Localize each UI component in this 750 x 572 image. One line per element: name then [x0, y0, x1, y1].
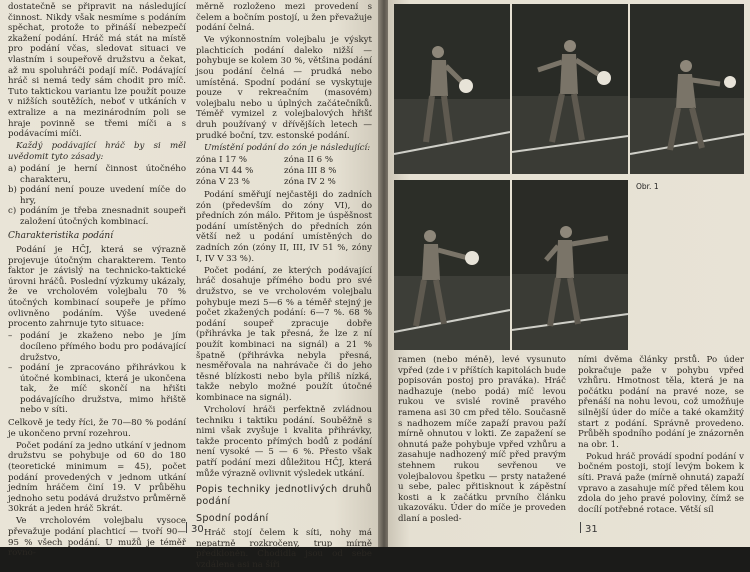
zones-lead: Umístění podání do zón je následující: [204, 142, 371, 153]
paragraph: Hráč stojí čelem k síti, nohy má nepatrně rozkročeny, trup mírně předkloněn. Chodidla jsou od sebe vzdálena asi na šíři [196, 528, 372, 570]
zone-entry: zóna V 23 % [196, 176, 250, 187]
serve-photo-3 [630, 4, 744, 174]
list-item: a) podání je herní činnost útočného charakteru, [8, 163, 186, 185]
paragraph: Počet podání, ze kterých podávající hráč dosahuje přímého bodu pro své družstvo, se ve vrcholovém volejbalu pohybuje mezi 5—6 % a téměř stejný je počet zkažených podání: 6—7 %. 68 % podání soupeř zpracuje dobře (přihrávka je tak přesná, že lze z ní použít kombinaci na signál) a 21 % špatně (přihrávka nebyla přesná, nesměřovala na nahrávače či do jeho těsné blízkosti nebo byla příliš nízká, takže nebylo možné použít útočné kombinace na signál). [196, 265, 372, 403]
paragraph: Podání je HČJ, která se výrazně projevuje útočným charakterem. Tento faktor je závislý na technicko-taktické úrovni hráčů. Poslední výzkumy ukázaly, že ve vrcholovém volejbalu 70 % útočných kombinací soupeře je přímo ovlivněno podáním. Výše uvedené procento zahrnuje tyto situace: [8, 245, 186, 330]
left-column-2 [196, 2, 372, 572]
situations-list [8, 331, 186, 416]
zone-entry: zóna I 17 % [196, 155, 248, 166]
serve-photo-5 [512, 180, 628, 350]
paragraph: Vrcholoví hráči perfektně zvládnou techniku i taktiku podání. Souběžně s nimi však zvyšuje i kvalita přihrávky, takže procento přímých bodů z podání není vysoké — 5 — 6 %. Přesto však patří podání mezi důležitou HČJ, která může výrazně ovlivnit výsledek utkání. [196, 404, 372, 479]
paragraph: Ve výkonnostním volejbalu je výskyt plachticích podání daleko nižší — pohybuje se kolem 30 %, většina podání jsou podání čelná — prudká nebo umístěná. Spodní podání se vyskytuje pouze v rekreačním (masovém) volejbalu nebo u úplných začátečníků. Téměř vymizel z volejbalových hřišť druh používaný v dřívějších letech — prudké boční, tzv. estonské podání. [196, 35, 372, 141]
zone-entry: zóna II 6 % [284, 155, 333, 166]
list-item: – podání je zpracováno přihrávkou k útočné kombinaci, která je ukončena tak, že míč skončí na hřišti podávajícího družstva, mimo hřiště nebo v síti. [8, 363, 186, 416]
zone-entry: zóna IV 2 % [284, 176, 336, 187]
left-column-1 [8, 2, 186, 560]
paragraph: Ve vrcholovém volejbalu vysoce převažuje podání plachticí — tvoří 90—95 % všech podání. U mužů je téměř rovno- [8, 516, 186, 559]
paragraph: Celkově je tedy říci, že 70—80 % podání je ukončeno první rozehrou. [8, 418, 186, 439]
right-column-1 [398, 355, 566, 526]
paragraph: měrně rozloženo mezi provedení s čelem a bočním postojí, u žen převažuje podání čelná. [196, 2, 372, 34]
paragraph: Počet podání za jedno utkání v jednom družstvu se pohybuje od 60 do 180 (teoretické minimum = 45), počet podání provedených v jednom utkání jedním hráčem činí 19. V průběhu jednoho setu podává družstvo průměrně 30krát a jeden hráč 5krát. [8, 440, 186, 515]
list-item: c) podáním je třeba znesnadnit soupeři založení útočných kombinací. [8, 206, 186, 227]
paragraph: Pokud hráč provádí spodní podání v bočném postoji, stojí levým bokem k síti. Pravá paže (mírně ohnutá) zapaží vpravo a zasahuje míč před tělem kou zdola do jeho pravé poloviny, čímž se docílí potřebné rotace. Větší síl [578, 451, 744, 515]
section-heading: Charakteristika podání [8, 231, 114, 242]
paragraph: dostatečně se připravit na následující činnost. Nikdy však nesmíme s podáním spěchat, protože to přináší nebezpečí zkažení podání. Hráč má stát na místě pro podání včas, sledovat situaci ve vlastním i soupeřově družstvu a čekat, až mu spoluhráči podají míč. Podávající hráč si nemá tedy sám chodit pro míč. Tuto taktickou variantu lze použít pouze v nižších soutěžích, neboť v utkáních v extralize a na mezinárodním poli se hraje povinně se třemi míči a s podávacími míči. [8, 2, 186, 140]
subsection-heading: Spodní podání [196, 513, 269, 525]
zones-table [196, 155, 372, 187]
serve-photo-4 [394, 180, 510, 350]
page-number: 30 [186, 522, 204, 535]
zone-entry: zóna VI 44 % [196, 165, 254, 176]
principles-lead: Každý podávající hráč by si měl uvědomit tyto zásady: [8, 141, 186, 162]
section-heading: Popis techniky jednotlivých druhů podání [196, 484, 372, 508]
page-number: 31 [580, 522, 598, 535]
serve-photo-1 [394, 4, 510, 174]
figure-label: Obr. 1 [636, 182, 659, 191]
right-column-2 [578, 355, 744, 517]
list-item: b) podání není pouze uvedení míče do hry, [8, 185, 186, 206]
list-item: – podání je zkaženo nebo je jím docíleno přímého bodu pro podávající družstvo, [8, 331, 186, 363]
right-page [388, 0, 750, 547]
paragraph: ramen (nebo méně), levé vysunuto vpřed (zde i v příštích kapitolách bude popisován postoj pro praváka). Hráč nadhazuje (nebo podá) míč levou rukou ve svislé rovině pravého ramena asi 30 cm před tělo. Současně s nadhozem míče zapaží pravou paží mírně ohnutou v lokti. Ze zapažení se ohnutá paže pohybuje vpřed vzhůru a zasahuje nadhozený míč před pravým stehnem rukou sevřenou ve volejbalovou špetku — prsty natažené u sebe, palec přitisknout k zápěstní kosti a k začátku prvního článku ukazováku. Úder do míče je proveden dlaní a posled- [398, 355, 566, 524]
serve-photo-2 [512, 4, 628, 174]
principles-list [8, 164, 186, 228]
paragraph: Podání směřují nejčastěji do zadních zón (především do zóny VI), do předních zón málo. Přitom je úspěšnost podání umístěných do předních zón větší než u podání umístěných do zadních zón (zóny II, III, IV 51 %, zóny I, IV V 33 %). [196, 190, 372, 264]
zone-entry: zóna III 8 % [284, 165, 337, 176]
paragraph: ními dvěma články prstů. Po úder pokračuje paže v pohybu vpřed vzhůru. Hmotnost těla, která je na počátku podání na pravé noze, se přenáší na nohu levou, což umožňuje silnější úder do míče a také okamžitý start z podání. Správně provedeno. Průběh spodního podání je znázorněn na obr. 1. [578, 355, 744, 450]
